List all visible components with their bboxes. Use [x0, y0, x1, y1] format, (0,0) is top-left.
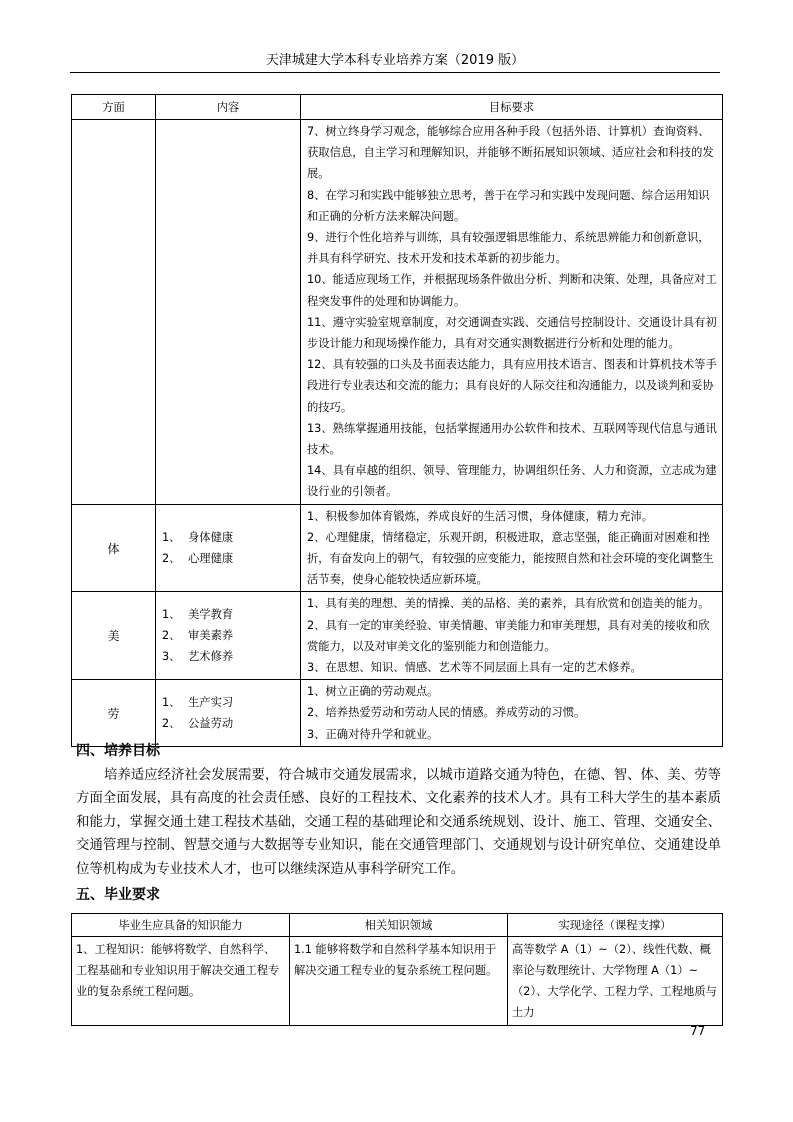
target-item: 3、正确对待升学和就业。 [307, 727, 439, 741]
target-item: 14、具有卓越的组织、领导、管理能力，协调组织任务、人力和资源，立志成为建设行业的引领者。 [307, 464, 717, 499]
content-item-number: 2、 [162, 552, 181, 566]
target-item: 11、遵守实验室规章制度，对交通调查实践、交通信号控制设计、交通设计具有初步设计能力和现场操作能力，具有对交通实测数据进行分析和处理的能力。 [307, 315, 717, 351]
content-item-text: 心理健康 [188, 552, 234, 566]
content-item-text: 审美素养 [188, 629, 234, 643]
aspect-cell: 体 [72, 504, 156, 592]
column-header-field: 相关知识领域 [290, 914, 508, 937]
content-cell [156, 592, 301, 680]
target-item: 2、培养热爱劳动和劳动人民的情感。养成劳动的习惯。 [307, 706, 586, 720]
target-item: 9、进行个性化培养与训练，具有较强逻辑思维能力、系统思辨能力和创新意识，并具有科学研究、技术开发和技术革新的初步能力。 [307, 231, 710, 266]
target-item: 1、具有美的理想、美的情操、美的品格、美的素养，具有欣赏和创造美的能力。 [307, 597, 710, 611]
target-item: 12、具有较强的口头及书面表达能力，具有应用技术语言、图表和计算机技术等手段进行专业表达和交流的能力；具有良好的人际交往和沟通能力，以及谈判和妥协的技巧。 [307, 358, 717, 414]
content-item-text: 艺术修养 [188, 650, 234, 664]
ability-cell: 1、工程知识：能够将数学、自然科学、工程基础和专业知识用于解决交通工程专业的复杂系统工程问题。 [72, 937, 290, 1026]
target-item: 3、在思想、知识、情感、艺术等不同层面上具有一定的艺术修养。 [307, 661, 642, 675]
content-item [162, 713, 294, 734]
target-cell [301, 504, 723, 592]
content-item-text: 美学教育 [188, 608, 234, 622]
table-row-continued [72, 120, 723, 505]
aspect-cell-empty [72, 120, 156, 505]
goal-table-header-row [72, 95, 723, 120]
content-item [162, 548, 294, 569]
content-item [162, 692, 294, 713]
content-cell [156, 680, 301, 747]
content-item-number: 3、 [162, 650, 181, 664]
aspect-cell: 美 [72, 592, 156, 680]
content-item [162, 646, 294, 667]
target-item: 1、积极参加体育锻炼，养成良好的生活习惯，身体健康，精力充沛。 [307, 509, 654, 523]
target-item: 2、心理健康，情绪稳定，乐观开朗，积极进取，意志坚强，能正确面对困难和挫折，有奋发向上的朝气，有较强的应变能力，能按照自然和社会环境的变化调整生活节奏，使身心能较快适应新环境。 [307, 530, 714, 587]
content-item-number: 2、 [162, 629, 181, 643]
page-header [70, 50, 720, 73]
column-header-aspect: 方面 [72, 95, 156, 120]
content-item-text: 生产实习 [188, 696, 234, 710]
column-header-ability: 毕业生应具备的知识能力 [72, 914, 290, 937]
content-item-text: 身体健康 [188, 531, 234, 545]
table-row-physical [72, 504, 723, 592]
section-title-training-objectives: 四、培养目标 [76, 743, 160, 759]
field-cell: 1.1 能够将数学和自然科学基本知识用于解决交通工程专业的复杂系统工程问题。 [290, 937, 508, 1026]
table-row [72, 937, 723, 1026]
column-header-target: 目标要求 [301, 95, 723, 120]
content-cell-empty [156, 120, 301, 505]
content-item [162, 604, 294, 625]
content-cell [156, 504, 301, 592]
target-item: 2、具有一定的审美经验、审美情趣、审美能力和审美理想，具有对美的接收和欣赏能力，以及对审美文化的鉴别能力和创造能力。 [307, 618, 710, 653]
target-cell-continued [301, 120, 723, 505]
column-header-content: 内容 [156, 95, 301, 120]
content-item-number: 1、 [162, 531, 181, 545]
table-row-aesthetic [72, 592, 723, 680]
target-item: 8、在学习和实践中能够独立思考，善于在学习和实践中发现问题、综合运用知识和正确的分析方法来解决问题。 [307, 188, 710, 223]
content-item [162, 527, 294, 548]
target-item: 7、树立终身学习观念，能够综合应用各种手段（包括外语、计算机）查询资料、获取信息，自主学习和理解知识，并能够不断拓展知识领域、适应社会和科技的发展。 [307, 125, 714, 181]
path-cell: 高等数学 A（1）~（2）、线性代数、概率论与数理统计、大学物理 A（1）~（2）、大学化学、工程力学、工程地质与土力 [508, 937, 723, 1026]
target-item: 13、熟练掌握通用技能，包括掌握通用办公软件和技术、互联网等现代信息与通讯技术。 [307, 421, 717, 457]
section-title-graduation-requirements: 五、毕业要求 [76, 887, 160, 903]
goal-requirements-table [71, 94, 723, 747]
target-item: 10、能适应现场工作，并根据现场条件做出分析、判断和决策、处理，具备应对工程突发事件的处理和协调能力。 [307, 273, 717, 308]
page-number: 77 [690, 1024, 706, 1038]
aspect-cell: 劳 [72, 680, 156, 747]
content-item-text: 公益劳动 [188, 717, 234, 731]
page-header-title: 天津城建大学本科专业培养方案（2019 版） [265, 53, 525, 68]
grad-table-header-row [72, 914, 723, 937]
content-item-number: 1、 [162, 608, 181, 622]
target-cell [301, 680, 723, 747]
content-item [162, 625, 294, 646]
content-item-number: 1、 [162, 696, 181, 710]
training-objectives-paragraph: 培养适应经济社会发展需要，符合城市交通发展需求，以城市道路交通为特色，在德、智、体、美、劳等方面全面发展，具有高度的社会责任感、良好的工程技术、文化素养的技术人才。具有工科大学生的基本素质和能力，掌握交通土建工程技术基础，交通工程的基础理论和交通系统规划、设计、施工、管理、交通安全、交通管理与控制、智慧交通与大数据等专业知识，能在交通管理部门、交通规划与设计研究单位、交通建设单位等机构成为专业技术人才，也可以继续深造从事科学研究工作。 [76, 768, 721, 877]
graduation-requirements-table [71, 913, 723, 1026]
target-cell [301, 592, 723, 680]
table-row-labor [72, 680, 723, 747]
column-header-path: 实现途径（课程支撑） [508, 914, 723, 937]
target-item: 1、树立正确的劳动观点。 [307, 685, 439, 699]
content-item-number: 2、 [162, 717, 181, 731]
